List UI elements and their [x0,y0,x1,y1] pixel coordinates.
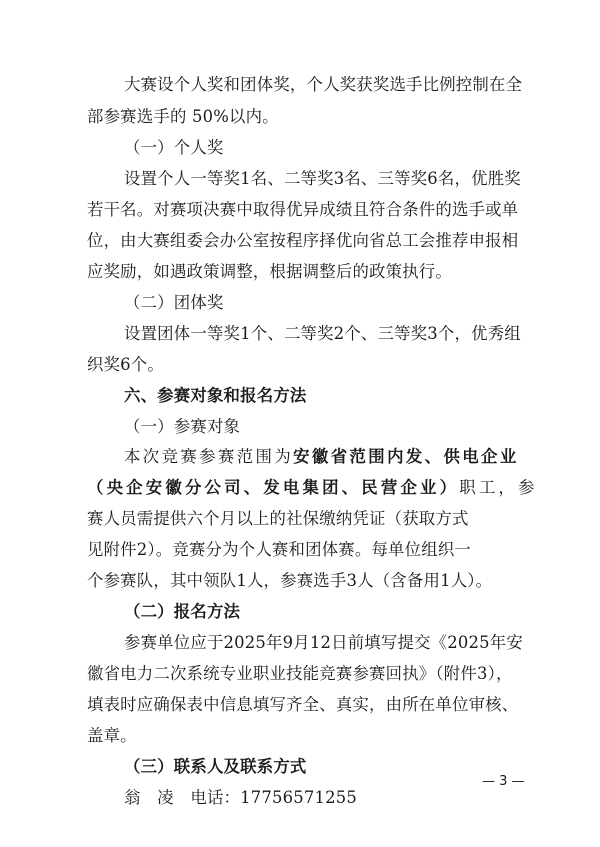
paragraph-line: 个参赛队，其中领队1人，参赛选手3人（含备用1人）。 [87,571,493,590]
paragraph-line [124,446,519,468]
paragraph-line: 盖章。 [87,726,137,745]
paragraph-line: 赛人员需提供六个月以上的社保缴纳凭证（获取方式 [87,509,469,528]
paragraph-line: 徽省电力二次系统专业职业技能竞赛参赛回执》（附件3）， [87,664,513,683]
paragraph-line: 部参赛选手的 50%以内。 [87,107,279,126]
chapter-heading: 六、参赛对象和报名方法 [124,386,307,405]
contact-line: 翁 凌 电话：17756571255 [124,788,358,807]
body-text: 职工，参 [459,478,538,497]
paragraph-line: 见附件2）。竞赛分为个人赛和团体赛。每单位组织一 [87,540,472,559]
paragraph-line: 位，由大赛组委会办公室按程序择优向省总工会推荐申报相 [87,231,519,250]
paragraph-line: 设置个人一等奖1名、二等奖3名、三等奖6名，优胜奖 [124,169,521,188]
section-heading: （二）报名方法 [124,602,241,621]
paragraph-line: 设置团体一等奖1个、二等奖2个、三等奖3个，优秀组 [124,324,521,343]
bold-text: 安徽省范围内发、供电企业 [293,447,519,466]
page-number: — 3 — [482,774,525,789]
bold-text: （央企安徽分公司、发电集团、民营企业） [87,478,460,497]
paragraph-line [87,477,538,499]
paragraph-line: 参赛单位应于2025年9月12日前填写提交《2025年安 [124,633,523,652]
body-text: 本次竞赛参赛范围为 [124,447,294,466]
paragraph-line: 大赛设个人奖和团体奖，个人奖获奖选手比例控制在全 [124,75,523,94]
paragraph-line: 织奖6个。 [87,355,164,374]
section-heading: （一）个人奖 [124,138,224,157]
paragraph-line: 应奖励，如遇政策调整，根据调整后的政策执行。 [87,262,452,281]
paragraph-line: 填表时应确保表中信息填写齐全、真实，由所在单位审核、 [87,695,519,714]
paragraph-line: 若干名。对赛项决赛中取得优异成绩且符合条件的选手或单 [87,200,519,219]
section-heading: （二）团体奖 [124,293,224,312]
section-heading: （三）联系人及联系方式 [124,757,307,776]
section-heading: （一）参赛对象 [124,417,241,436]
